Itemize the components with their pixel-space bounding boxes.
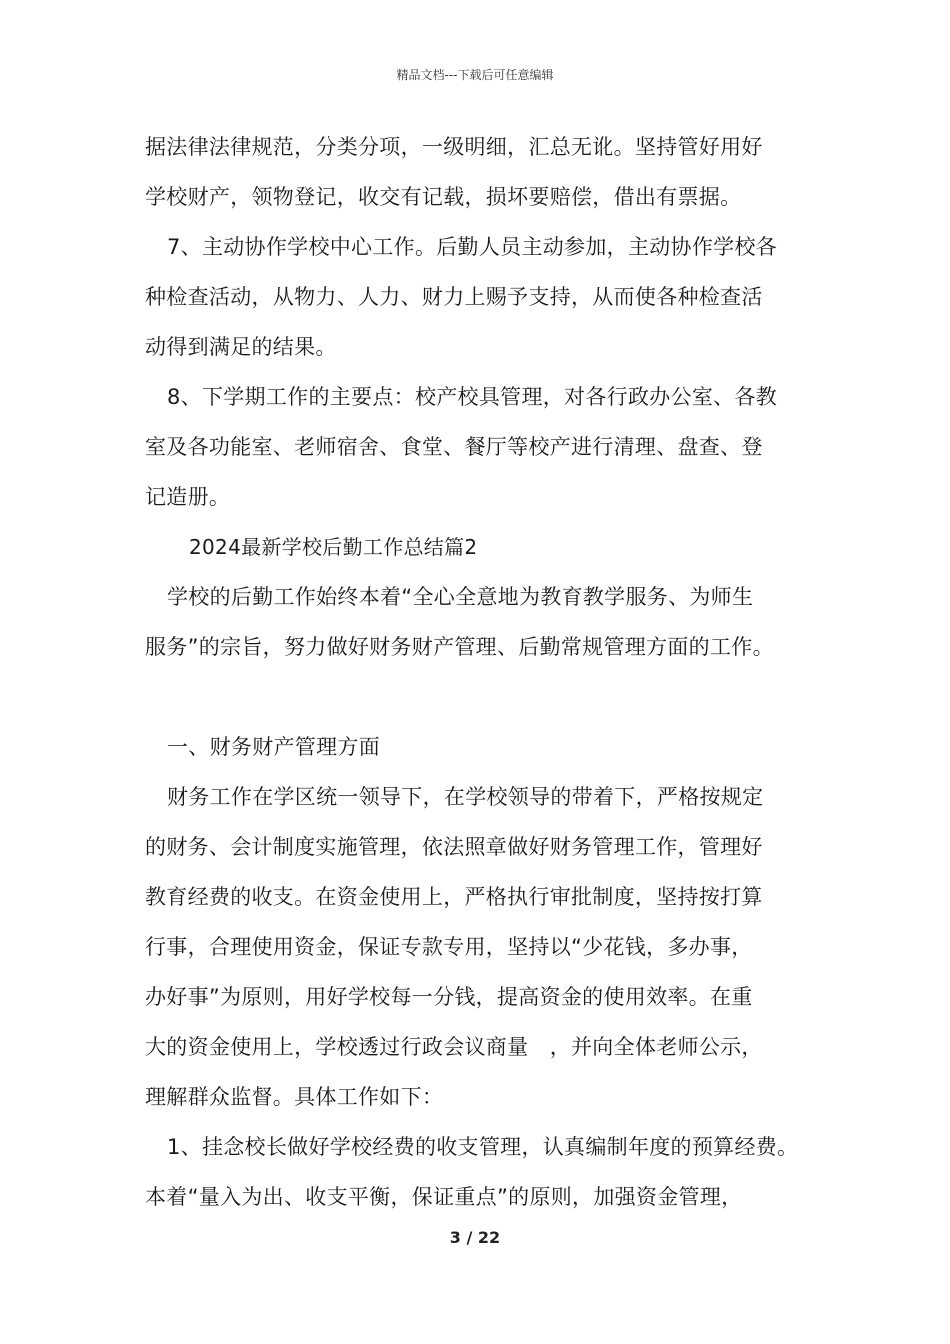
page-number: 3 / 22: [449, 1228, 501, 1247]
page-header: 精品文档---下载后可任意编辑: [396, 68, 554, 82]
text-line: 动得到满足的结果。: [145, 335, 337, 359]
section-title: 2024最新学校后勤工作总结篇2: [189, 535, 478, 559]
document-body: [145, 128, 835, 1228]
text-line: 行事，合理使用资金，保证专款专用，坚持以“少花钱，多办事，: [145, 935, 753, 959]
text-line: 办好事”为原则，用好学校每一分钱，提高资金的使用效率。在重: [145, 985, 753, 1009]
text-line: 8、下学期工作的主要点：校产校具管理，对各行政办公室、各教: [167, 385, 778, 409]
paragraph-gap: [145, 678, 835, 728]
text-line: 学校财产，领物登记，收交有记载，损坏要赔偿，借出有票据。: [145, 185, 742, 209]
text-line: 的财务、会计制度实施管理，依法照章做好财务管理工作，管理好: [145, 835, 763, 859]
text-line: 1、挂念校长做好学校经费的收支管理，认真编制年度的预算经费。: [167, 1135, 799, 1159]
text-line: 7、主动协作学校中心工作。后勤人员主动参加，主动协作学校各: [167, 235, 778, 259]
text-line: 服务”的宗旨，努力做好财务财产管理、后勤常规管理方面的工作。: [145, 635, 774, 659]
text-line: 本着“量入为出、收支平衡，保证重点”的原则，加强资金管理，: [145, 1185, 743, 1209]
text-line: 大的资金使用上，学校透过行政会议商量 ，并向全体老师公示，: [145, 1035, 763, 1059]
text-line: 据法律法律规范，分类分项，一级明细，汇总无讹。坚持管好用好: [145, 135, 763, 159]
text-line: 室及各功能室、老师宿舍、食堂、餐厅等校产进行清理、盘查、登: [145, 435, 763, 459]
text-line: 学校的后勤工作始终本着“全心全意地为教育教学服务、为师生: [167, 585, 754, 609]
text-line: 理解群众监督。具体工作如下：: [145, 1085, 444, 1109]
text-line: 教育经费的收支。在资金使用上，严格执行审批制度，坚持按打算: [145, 885, 763, 909]
text-line: 记造册。: [145, 485, 231, 509]
text-line: 财务工作在学区统一领导下，在学校领导的带着下，严格按规定: [167, 785, 764, 809]
text-line: 种检查活动，从物力、人力、财力上赐予支持，从而使各种检查活: [145, 285, 763, 309]
section-heading: 一、财务财产管理方面: [167, 735, 380, 759]
